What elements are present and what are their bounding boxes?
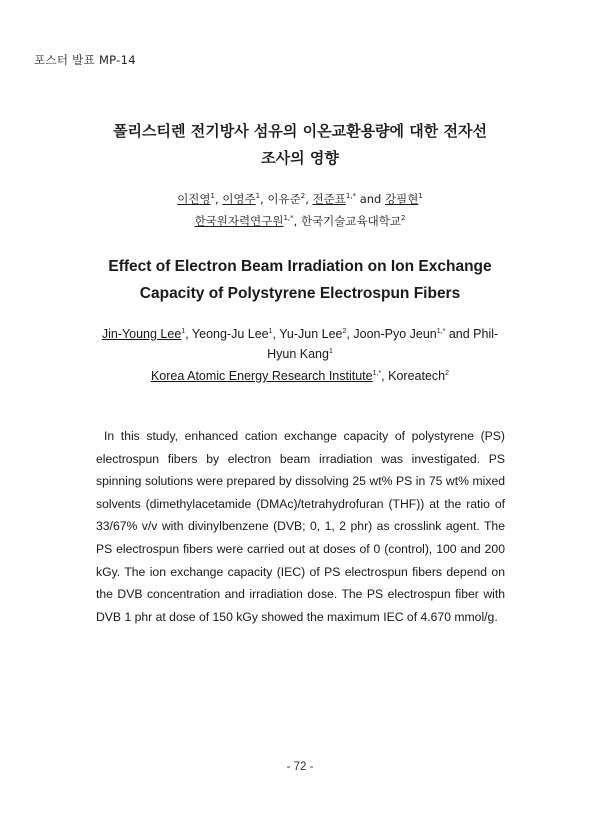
and-word: and [359,192,382,206]
abstract-text: In this study, enhanced cation exchange capacity of polystyrene (PS) electrospun fibers by electron beam irradiation was investigated. PS spinning solutions were prepared by dissolving 25 wt% PS in 75 wt% mixed solvents (dimethylacetamide (DMAc)/tetrahydrofuran (THF)) at the ratio of 33/67% v/v with divinylbenzene (DVB; 0, 1, 2 phr) as crosslink agent. The PS electrospun fibers were carried out at doses of 0 (control), 100 and 200 kGy. The ion exchange capacity (IEC) of PS electrospun fibers depend on the DVB concentration and irradiation dose. The PS electrospun fiber with DVB 1 phr at dose of 150 kGy showed the maximum IEC of 4.670 mmol/g. [96,429,505,624]
korean-title-line-2: 조사의 영향 [261,149,339,167]
english-title-line-2: Capacity of Polystyrene Electrospun Fibers [139,285,461,302]
korean-title-line-1: 폴리스티렌 전기방사 섬유의 이온교환용량에 대한 전자선 [113,122,487,140]
english-author: Yeong-Ju Lee [191,327,269,341]
author-affiliation-mark: 1,* [436,327,446,335]
author-affiliation-mark: 2 [342,327,347,335]
author-affiliation-mark: 1 [181,327,186,335]
korean-author: 이영주 [222,192,256,206]
english-author: Phil-Hyun Kang [267,327,499,361]
korean-author-block [0,188,600,232]
affiliation-mark: 1,* [283,214,294,223]
affiliation-mark: 1,* [372,369,382,377]
korean-author: 전준표 [312,192,346,206]
session-label: 포스터 발표 MP-14 [34,53,136,67]
english-author: Yu-Jun Lee [279,327,343,341]
english-title-line-1: Effect of Electron Beam Irradiation on Ion Exchange [108,258,492,275]
korean-affiliation: 한국기술교육대학교 [300,214,401,228]
author-affiliation-mark: 1 [255,192,261,201]
author-affiliation-mark: 1,* [345,192,357,201]
affiliation-mark: 2 [445,369,450,377]
and-word: and [448,327,470,341]
author-affiliation-mark: 1 [268,327,273,335]
english-affiliation: Korea Atomic Energy Research Institute [150,369,373,383]
affiliation-mark: 2 [400,214,406,223]
korean-author-list: 이진영$^1$, 이영주$^1$, 이유준$^2$, 전준표$^{1,*}$ and 강필현$^1$ [177,192,423,206]
korean-author: 이유준 [267,192,301,206]
korean-affiliation-list: 한국원자력연구원$^{1,*}$, 한국기술교육대학교$^2$ [194,214,406,228]
page-number: - 72 - [286,761,314,773]
author-affiliation-mark: 1 [418,192,423,201]
english-affiliation: Koreatech [388,369,446,383]
korean-affiliation: 한국원자력연구원 [194,214,284,228]
english-affiliation-list: Korea Atomic Energy Research Institute$^{1,*}$, Koreatech$^2$ [150,369,450,383]
english-author: Jin-Young Lee [101,327,182,341]
korean-author: 이진영 [177,192,211,206]
english-author-list: Jin-Young Lee$^1$, Yeong-Ju Lee$^1$, Yu-Jun Lee$^2$, Joon-Pyo Jeun$^{1,*}$ and Phil-Hyun Kang$^1$ [101,327,499,361]
english-title [0,253,600,307]
author-affiliation-mark: 1 [328,347,333,355]
korean-author: 강필현 [385,192,419,206]
author-affiliation-mark: 1 [210,192,215,201]
korean-title [0,118,600,172]
english-author: Joon-Pyo Jeun [353,327,437,341]
author-affiliation-mark: 2 [300,192,306,201]
